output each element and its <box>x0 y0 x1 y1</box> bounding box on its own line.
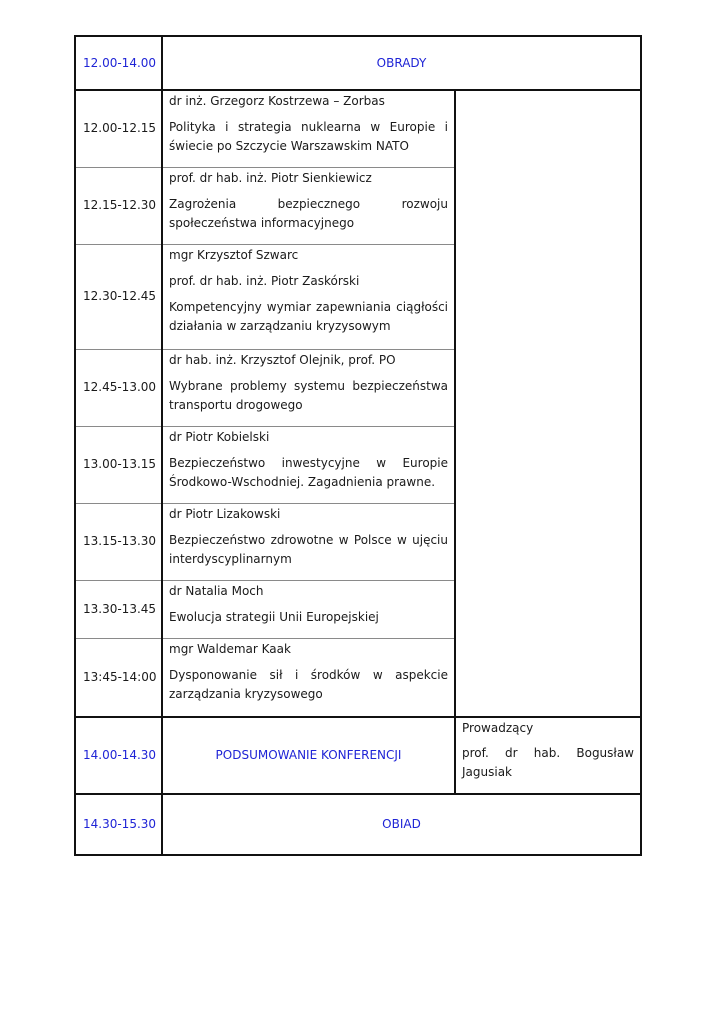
talk-time: 13.15-13.30 <box>75 503 162 580</box>
speaker-name: dr Piotr Kobielski <box>169 429 270 444</box>
talk-cell <box>162 638 455 717</box>
talk-topic: Wybrane problemy systemu bezpieczeństwa transportu drogowego <box>169 378 448 412</box>
opening-row <box>75 36 641 90</box>
opening-title: OBRADY <box>162 36 641 90</box>
talk-topic: Bezpieczeństwo inwestycyjne w Europie Środkowo-Wschodniej. Zagadnienia prawne. <box>169 455 448 489</box>
talk-cell <box>162 90 455 167</box>
speaker-name: dr hab. inż. Krzysztof Olejnik, prof. PO <box>169 352 396 367</box>
speaker-name: mgr Krzysztof Szwarc <box>169 247 299 262</box>
talk-cell <box>162 426 455 503</box>
speaker-name: mgr Waldemar Kaak <box>169 641 291 656</box>
talk-cell <box>162 503 455 580</box>
schedule-table <box>74 35 642 856</box>
talk-cell <box>162 349 455 426</box>
talk-time: 12.15-12.30 <box>75 167 162 244</box>
talk-time: 12.45-13.00 <box>75 349 162 426</box>
host-name: prof. dr hab. Bogusław Jagusiak <box>462 746 634 779</box>
talk-topic: Zagrożenia bezpiecznego rozwoju społeczeństwa informacyjnego <box>169 196 448 230</box>
summary-row <box>75 717 641 794</box>
speaker-name: prof. dr hab. inż. Piotr Sienkiewicz <box>169 170 372 185</box>
host-label: Prowadzący <box>462 721 534 735</box>
talk-topic: Kompetencyjny wymiar zapewniania ciągłości działania w zarządzaniu kryzysowym <box>169 299 448 333</box>
speaker-name: dr Natalia Moch <box>169 583 264 598</box>
talk-time: 13.30-13.45 <box>75 580 162 638</box>
speaker-name: prof. dr hab. inż. Piotr Zaskórski <box>169 273 360 288</box>
talk-topic: Bezpieczeństwo zdrowotne w Polsce w ujęciu interdyscyplinarnym <box>169 532 448 566</box>
summary-title: PODSUMOWANIE KONFERENCJI <box>162 717 455 794</box>
lunch-row <box>75 794 641 855</box>
speaker-name: dr inż. Grzegorz Kostrzewa – Zorbas <box>169 94 385 108</box>
opening-time: 12.00-14.00 <box>75 36 162 90</box>
host-cell <box>455 717 641 794</box>
talk-time: 12.30-12.45 <box>75 244 162 349</box>
lunch-time: 14.30-15.30 <box>75 794 162 855</box>
talk-row <box>75 90 641 167</box>
lunch-title: OBIAD <box>162 794 641 855</box>
speaker-name: dr Piotr Lizakowski <box>169 506 281 521</box>
talk-time: 13:45-14:00 <box>75 638 162 717</box>
talk-topic: Ewolucja strategii Unii Europejskiej <box>169 609 379 624</box>
talk-cell <box>162 167 455 244</box>
talk-cell <box>162 580 455 638</box>
talk-topic: Polityka i strategia nuklearna w Europie i świecie po Szczycie Warszawskim NATO <box>169 120 448 153</box>
talk-time: 12.00-12.15 <box>75 90 162 167</box>
summary-time: 14.00-14.30 <box>75 717 162 794</box>
talk-cell <box>162 244 455 349</box>
host-column-empty <box>455 90 641 717</box>
talk-topic: Dysponowanie sił i środków w aspekcie zarządzania kryzysowego <box>169 667 448 701</box>
talk-time: 13.00-13.15 <box>75 426 162 503</box>
